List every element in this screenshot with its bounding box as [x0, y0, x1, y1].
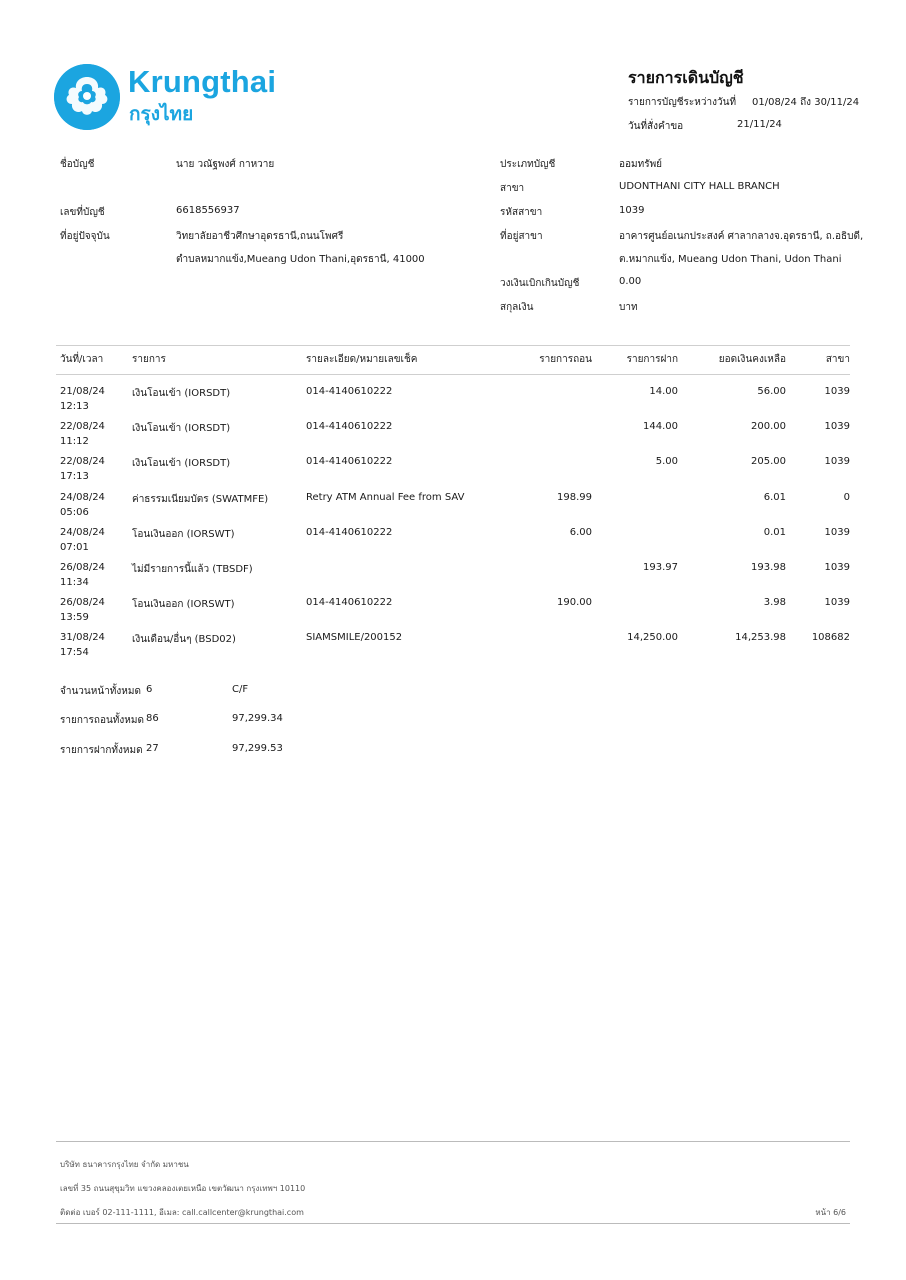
- cell-item: เงินโอนเข้า (IORSDT): [132, 388, 231, 399]
- cell-deposit: 14.00: [649, 386, 678, 397]
- col-header-deposit: รายการฝาก: [626, 354, 678, 365]
- cell-time: 05:06: [60, 506, 89, 518]
- cell-date: 31/08/24: [60, 632, 105, 644]
- footer-top-divider: [56, 1141, 850, 1142]
- cell-deposit: 5.00: [655, 456, 678, 468]
- col-header-balance: ยอดเงินคงเหลือ: [718, 354, 786, 365]
- cell-time: 07:01: [60, 541, 89, 553]
- total-deposit-amount: 97,299.53: [232, 743, 283, 754]
- cell-time: 12:13: [60, 401, 89, 412]
- total-deposit-count: 27: [146, 743, 159, 754]
- total-pages-value: 6: [146, 684, 153, 695]
- request-date-label: วันที่สั่งคำขอ: [628, 121, 684, 132]
- total-withdraw-amount: 97,299.34: [232, 713, 283, 724]
- footer-company: บริษัท ธนาคารกรุงไทย จำกัด มหาชน: [60, 1160, 189, 1169]
- col-header-detail: รายละเอียด/หมายเลขเช็ค: [306, 354, 418, 365]
- brand-name-en: Krungthai: [128, 64, 277, 99]
- footer-page-number: หน้า 6/6: [815, 1208, 846, 1217]
- cell-balance: 14,253.98: [735, 632, 786, 644]
- col-header-withdraw: รายการถอน: [539, 354, 592, 365]
- cell-item: โอนเงินออก (IORSWT): [132, 599, 235, 611]
- col-header-branch: สาขา: [825, 354, 850, 365]
- cell-date: 21/08/24: [60, 386, 105, 397]
- cell-detail: 014-4140610222: [306, 456, 393, 468]
- cell-balance: 3.98: [763, 597, 786, 609]
- cell-time: 11:34: [60, 577, 89, 588]
- cell-balance: 205.00: [751, 456, 786, 468]
- cell-withdraw: 198.99: [557, 491, 592, 503]
- account-name-value: นาย วณัฐพงศ์ กาหวาย: [176, 159, 275, 170]
- request-date-value: 21/11/24: [737, 119, 782, 130]
- table-header-divider: [56, 374, 850, 375]
- period-value: 01/08/24 ถึง 30/11/24: [752, 97, 860, 108]
- branch-address-label: ที่อยู่สาขา: [500, 231, 543, 242]
- cell-branch: 1039: [824, 386, 850, 397]
- cell-item: โอนเงินออก (IORSWT): [132, 528, 235, 540]
- cell-time: 13:59: [60, 612, 89, 624]
- cell-item: เงินโอนเข้า (IORSDT): [132, 423, 231, 435]
- cell-item: เงินเดือน/อื่นๆ (BSD02): [132, 634, 236, 646]
- cell-deposit: 144.00: [643, 421, 678, 433]
- statement-title: รายการเดินบัญชี: [628, 68, 744, 87]
- table-top-divider: [56, 345, 850, 346]
- cell-branch: 1039: [824, 562, 850, 573]
- cell-withdraw: 6.00: [569, 526, 592, 538]
- total-withdraw-label: รายการถอนทั้งหมด: [60, 715, 144, 726]
- cell-detail: 014-4140610222: [306, 597, 393, 609]
- cell-detail: Retry ATM Annual Fee from SAV: [306, 491, 465, 503]
- address-label: ที่อยู่ปัจจุบัน: [60, 231, 110, 242]
- cell-detail: SIAMSMILE/200152: [306, 632, 403, 644]
- account-type-label: ประเภทบัญชี: [500, 159, 556, 170]
- brand-name-th: กรุงไทย: [129, 103, 194, 125]
- cell-detail: 014-4140610222: [306, 421, 393, 433]
- cell-branch: 0: [843, 491, 850, 503]
- currency-label: สกุลเงิน: [500, 302, 534, 313]
- overdraft-value: 0.00: [619, 276, 642, 287]
- branch-value: UDONTHANI CITY HALL BRANCH: [619, 181, 780, 192]
- period-label: รายการบัญชีระหว่างวันที่: [628, 97, 737, 108]
- footer-bottom-divider: [56, 1223, 850, 1224]
- cell-date: 22/08/24: [60, 456, 105, 468]
- total-deposit-label: รายการฝากทั้งหมด: [60, 745, 143, 756]
- address-line1: วิทยาลัยอาชีวศึกษาอุดรธานี,ถนนโพศรี: [176, 231, 344, 242]
- cell-withdraw: 190.00: [557, 597, 592, 609]
- cell-item: เงินโอนเข้า (IORSDT): [132, 458, 231, 470]
- total-pages-label: จำนวนหน้าทั้งหมด: [60, 686, 141, 697]
- col-header-item: รายการ: [132, 354, 166, 365]
- cell-date: 26/08/24: [60, 562, 105, 573]
- cell-item: ไม่มีรายการนี้แล้ว (TBSDF): [132, 564, 253, 575]
- branch-address-line1: อาคารศูนย์อเนกประสงค์ ศาลากลางจ.อุดรธานี, ถ.อธิบดี,: [619, 231, 864, 242]
- cell-deposit: 193.97: [643, 562, 678, 573]
- branch-code-value: 1039: [619, 205, 645, 216]
- cell-detail: 014-4140610222: [306, 526, 393, 538]
- account-number-value: 6618556937: [176, 205, 240, 216]
- cell-date: 26/08/24: [60, 597, 105, 609]
- cell-branch: 1039: [824, 597, 850, 609]
- krungthai-logo-icon: [54, 64, 120, 130]
- cell-balance: 56.00: [757, 386, 786, 397]
- cell-balance: 200.00: [751, 421, 786, 433]
- overdraft-label: วงเงินเบิกเกินบัญชี: [500, 278, 580, 289]
- account-number-label: เลขที่บัญชี: [60, 207, 105, 218]
- cell-detail: 014-4140610222: [306, 386, 393, 397]
- account-name-label: ชื่อบัญชี: [60, 159, 95, 170]
- branch-label: สาขา: [500, 183, 525, 194]
- cell-balance: 6.01: [763, 491, 786, 503]
- cell-balance: 0.01: [763, 526, 786, 538]
- cell-branch: 1039: [824, 421, 850, 433]
- branch-code-label: รหัสสาขา: [500, 207, 543, 218]
- cell-balance: 193.98: [751, 562, 786, 573]
- cell-date: 24/08/24: [60, 526, 105, 538]
- cell-time: 17:54: [60, 647, 89, 659]
- cell-date: 24/08/24: [60, 491, 105, 503]
- cell-time: 11:12: [60, 436, 89, 448]
- total-withdraw-count: 86: [146, 713, 159, 724]
- footer-contact: ติดต่อ เบอร์ 02-111-1111, อีเมล: call.callcenter@krungthai.com: [60, 1208, 304, 1217]
- account-type-value: ออมทรัพย์: [619, 159, 663, 170]
- branch-address-line2: ต.หมากแข้ง, Mueang Udon Thani, Udon Thani: [619, 254, 842, 265]
- cell-time: 17:13: [60, 471, 89, 483]
- cell-branch: 1039: [824, 526, 850, 538]
- address-line2: ตำบลหมากแข้ง,Mueang Udon Thani,อุดรธานี, 41000: [176, 254, 425, 265]
- cell-branch: 1039: [824, 456, 850, 468]
- cell-deposit: 14,250.00: [627, 632, 678, 644]
- carry-forward-label: C/F: [232, 684, 249, 695]
- cell-branch: 108682: [811, 632, 850, 644]
- col-header-datetime: วันที่/เวลา: [60, 354, 104, 365]
- cell-date: 22/08/24: [60, 421, 105, 433]
- footer-address: เลขที่ 35 ถนนสุขุมวิท แขวงคลองเตยเหนือ เขตวัฒนา กรุงเทพฯ 10110: [60, 1184, 306, 1193]
- currency-value: บาท: [619, 302, 638, 313]
- cell-item: ค่าธรรมเนียมบัตร (SWATMFE): [132, 493, 269, 505]
